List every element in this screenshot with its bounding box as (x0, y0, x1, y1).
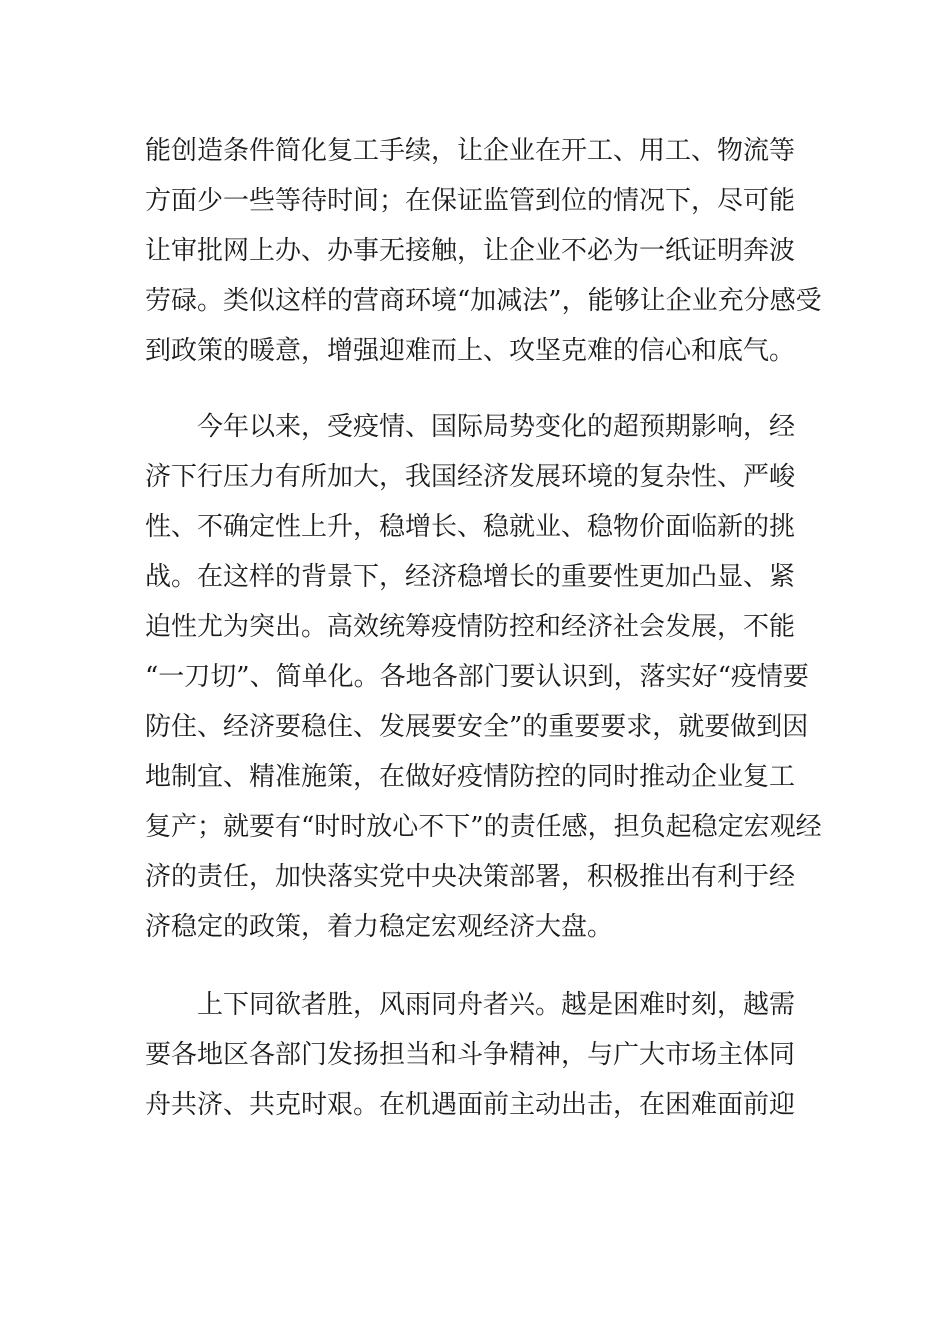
paragraph-line: “一刀切”、简单化。各地各部门要认识到，落实好“疫情要 (145, 662, 809, 692)
paragraph-line: 战。在这样的背景下，经济稳增长的重要性更加凸显、紧 (145, 562, 796, 592)
paragraph-line: 上下同欲者胜，风雨同舟者兴。越是困难时刻，越需 (197, 990, 796, 1020)
paragraph-line: 地制宜、精准施策，在做好疫情防控的同时推动企业复工 (145, 762, 796, 792)
paragraph-line: 能创造条件简化复工手续，让企业在开工、用工、物流等 (145, 136, 796, 166)
paragraph-2 (145, 402, 822, 952)
paragraph-line: 性、不确定性上升，稳增长、稳就业、稳物价面临新的挑 (145, 512, 796, 542)
paragraph-line: 今年以来，受疫情、国际局势变化的超预期影响，经 (197, 412, 796, 442)
paragraph-1 (145, 126, 822, 376)
paragraph-line: 到政策的暖意，增强迎难而上、攻坚克难的信心和底气。 (145, 336, 796, 366)
paragraph-line: 复产；就要有“时时放心不下”的责任感，担负起稳定宏观经 (145, 812, 822, 842)
paragraph-line: 让审批网上办、办事无接触，让企业不必为一纸证明奔波 (145, 236, 796, 266)
paragraph-3 (145, 980, 805, 1130)
paragraph-line: 要各地区各部门发扬担当和斗争精神，与广大市场主体同 (145, 1040, 796, 1070)
paragraph-line: 防住、经济要稳住、发展要安全”的重要要求，就要做到因 (145, 712, 809, 742)
paragraph-line: 济的责任，加快落实党中央决策部署，积极推出有利于经 (145, 862, 796, 892)
paragraph-line: 迫性尤为突出。高效统筹疫情防控和经济社会发展，不能 (145, 612, 796, 642)
paragraph-line: 劳碌。类似这样的营商环境“加减法”，能够让企业充分感受 (145, 286, 822, 316)
paragraph-line: 舟共济、共克时艰。在机遇面前主动出击，在困难面前迎 (145, 1090, 796, 1120)
paragraph-line: 济稳定的政策，着力稳定宏观经济大盘。 (145, 912, 614, 942)
paragraph-line: 方面少一些等待时间；在保证监管到位的情况下，尽可能 (145, 186, 796, 216)
paragraph-line: 济下行压力有所加大，我国经济发展环境的复杂性、严峻 (145, 462, 796, 492)
